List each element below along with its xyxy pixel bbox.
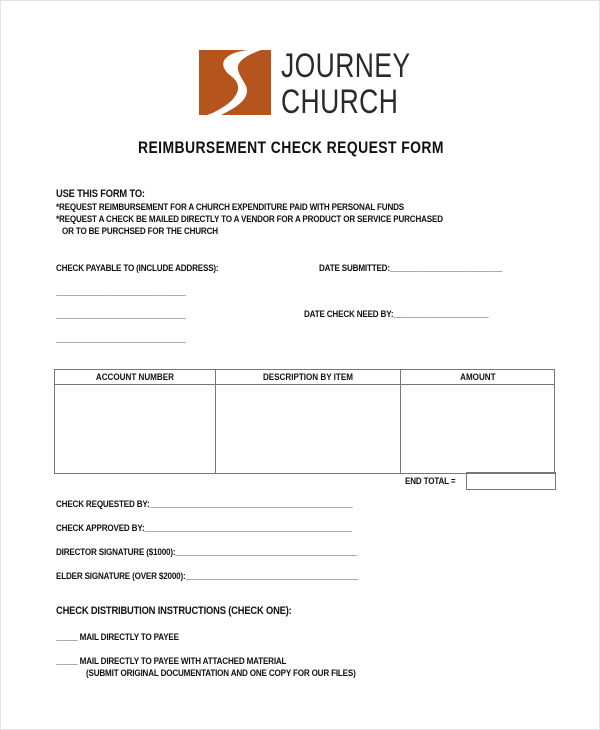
instructions-heading: USE THIS FORM TO: bbox=[56, 188, 145, 200]
instruction-line-3: OR TO BE PURCHSED FOR THE CHURCH bbox=[62, 226, 218, 237]
logo-word-journey: JOURNEY bbox=[281, 47, 411, 85]
payee-line-3[interactable]: ______________________________ bbox=[56, 334, 186, 345]
column-header-amount: AMOUNT bbox=[401, 370, 555, 385]
director-signature-field[interactable]: DIRECTOR SIGNATURE ($1000):__________________________________________ bbox=[56, 547, 357, 558]
elder-signature-field[interactable]: ELDER SIGNATURE (OVER $2000):________________________________________ bbox=[56, 571, 359, 582]
date-needed-field[interactable]: DATE CHECK NEED BY:______________________ bbox=[304, 309, 489, 320]
end-total-label: END TOTAL = bbox=[405, 476, 456, 487]
amount-cell[interactable] bbox=[401, 385, 555, 474]
column-header-description: DESCRIPTION BY ITEM bbox=[216, 370, 401, 385]
end-total-field[interactable] bbox=[466, 472, 556, 490]
account-number-cell[interactable] bbox=[55, 385, 216, 474]
distribution-option-mail-attached[interactable]: _____ MAIL DIRECTLY TO PAYEE WITH ATTACHED MATERIAL bbox=[56, 656, 287, 667]
check-requested-field[interactable]: CHECK REQUESTED BY:_______________________________________________ bbox=[56, 499, 353, 510]
distribution-heading: CHECK DISTRIBUTION INSTRUCTIONS (CHECK ONE): bbox=[56, 605, 292, 617]
payee-line-2[interactable]: ______________________________ bbox=[56, 310, 186, 321]
instruction-line-2: *REQUEST A CHECK BE MAILED DIRECTLY TO A VENDOR FOR A PRODUCT OR SERVICE PURCHASED bbox=[56, 214, 443, 225]
instruction-line-1: *REQUEST REIMBURSEMENT FOR A CHURCH EXPENDITURE PAID WITH PERSONAL FUNDS bbox=[56, 202, 405, 213]
column-header-account-number: ACCOUNT NUMBER bbox=[55, 370, 216, 385]
church-logo-icon bbox=[199, 50, 271, 115]
date-submitted-field[interactable]: DATE SUBMITTED:__________________________ bbox=[319, 263, 503, 274]
distribution-option-note: (SUBMIT ORIGINAL DOCUMENTATION AND ONE COPY FOR OUR FILES) bbox=[86, 668, 356, 679]
expense-table-header-row bbox=[55, 370, 555, 385]
distribution-option-mail[interactable]: _____ MAIL DIRECTLY TO PAYEE bbox=[56, 632, 179, 643]
description-cell[interactable] bbox=[216, 385, 401, 474]
form-title: REIMBURSEMENT CHECK REQUEST FORM bbox=[138, 138, 444, 157]
payee-line-1[interactable]: ______________________________ bbox=[56, 287, 186, 298]
expense-table-row bbox=[55, 385, 555, 474]
check-approved-field[interactable]: CHECK APPROVED BY:________________________________________________ bbox=[56, 523, 352, 534]
logo-word-church: CHURCH bbox=[281, 83, 399, 121]
payee-label: CHECK PAYABLE TO (INCLUDE ADDRESS): bbox=[56, 263, 219, 274]
expense-table bbox=[54, 369, 555, 474]
